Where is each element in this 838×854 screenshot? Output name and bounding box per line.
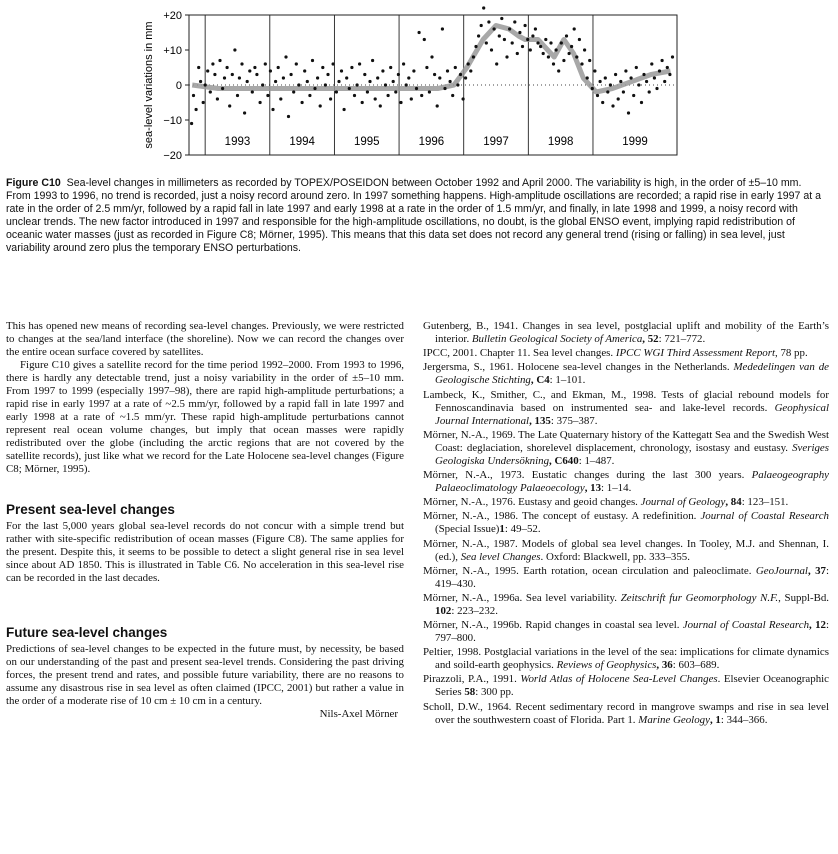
data-point [384, 83, 387, 86]
y-tick-label: −20 [163, 150, 182, 162]
data-point [374, 97, 377, 100]
data-point [329, 97, 332, 100]
data-point [430, 55, 433, 58]
data-point [240, 62, 243, 65]
reference-item: Peltier, 1998. Postglacial variations in the level of the sea: implications for climate dynamics and soild-earth geophysics. Reviews of Geophysics, 36: 603–689. [423, 646, 829, 672]
y-tick-label: 0 [175, 80, 182, 92]
data-point [586, 76, 589, 79]
data-point [356, 83, 359, 86]
left-column [6, 320, 404, 721]
reference-item: Gutenberg, B., 1941. Changes in sea level, postglacial uplift and mobility of the Earth’s interior. Bulletin Geological Society of America, 52: 721–772. [423, 320, 829, 345]
data-point [316, 76, 319, 79]
data-point [472, 55, 475, 58]
paragraph-4: Predictions of sea-level changes to be expected in the future must, by necessity, be based on our understanding of the past and present sea-level trends. Considering the past driving forces, the present trend and rates, and possible future variability, there are no reasons to assume any disastrous rise in sea level as often claimed (IPCC, 2001) but rather a value in the order of a moderate rise of 10 cm ± 10 cm in a century. [6, 643, 404, 707]
y-tick-label: +10 [163, 45, 182, 57]
data-point [308, 94, 311, 97]
data-point [335, 90, 338, 93]
data-point [425, 66, 428, 69]
data-point [368, 80, 371, 83]
y-axis-label: sea-level variations in mm [143, 21, 155, 149]
data-point [337, 80, 340, 83]
data-point [405, 83, 408, 86]
reference-item: Mörner, N.-A., 1995. Earth rotation, ocean circulation and paleoclimate. GeoJournal, 37: 419–430. [423, 564, 829, 590]
data-point [614, 73, 617, 76]
data-point [464, 76, 467, 79]
data-point [549, 41, 552, 44]
data-point [516, 52, 519, 55]
references-column [423, 320, 829, 728]
y-tick-label: +20 [163, 10, 182, 22]
data-point [251, 90, 254, 93]
data-point [666, 66, 669, 69]
data-point [407, 76, 410, 79]
data-point [399, 101, 402, 104]
data-point [601, 101, 604, 104]
data-point [606, 90, 609, 93]
paragraph-3: For the last 5,000 years global sea-level records do not concur with a simple trend but rather with site-specific redistribution of ocean masses (Figure C8). The same applies for the present. Despite this, it seems to be possible to detect a slight general rise in sea level since about AD 1850. This is illustrated in Table C6. No acceleration in this sea-level rise can be recorded in the last decades. [6, 520, 404, 584]
data-point [555, 48, 558, 51]
data-point [560, 41, 563, 44]
data-point [591, 87, 594, 90]
data-point [446, 69, 449, 72]
figure-c10 [0, 0, 838, 175]
data-point [343, 108, 346, 111]
data-point [306, 80, 309, 83]
reference-item: Pirazzoli, P.A., 1991. World Atlas of Holocene Sea-Level Changes. Elsevier Oceanographic Series 58: 300 pp. [423, 673, 829, 699]
data-point [358, 62, 361, 65]
data-point [197, 66, 200, 69]
year-label: 1997 [483, 136, 509, 148]
data-point [619, 80, 622, 83]
data-point [238, 76, 241, 79]
data-point [495, 62, 498, 65]
data-point [480, 24, 483, 27]
data-point [671, 55, 674, 58]
data-point [363, 73, 366, 76]
paragraph-1: This has opened new means of recording sea-level changes. Previously, we were restricted to changes at the sea/land interface (the shoreline). Now we can record the changes over the entire ocean surface covered by satellites. [6, 320, 404, 358]
data-point [192, 94, 195, 97]
data-point [575, 55, 578, 58]
reference-item: Mörner, N.-A., 1996a. Sea level variability. Zeitschrift fur Geomorphology N.F., Suppl-Bd. 102: 223–232. [423, 591, 830, 617]
data-point [279, 97, 282, 100]
data-point [456, 83, 459, 86]
data-point [438, 76, 441, 79]
year-label: 1998 [547, 136, 574, 148]
caption-label: Figure C10 [6, 177, 61, 189]
data-point [490, 48, 493, 51]
data-point [209, 90, 212, 93]
data-point [622, 90, 625, 93]
data-point [202, 101, 205, 104]
data-point [661, 59, 664, 62]
data-point [226, 66, 229, 69]
reference-item: Mörner, N.-A., 1987. Models of global sea level changes. In Tooley, M.J. and Shennan, I. (ed.), Sea level Changes. Oxford: Blackwell, pp. 333–355. [423, 537, 829, 563]
data-point [361, 101, 364, 104]
data-point [449, 80, 452, 83]
data-point [441, 27, 444, 30]
data-point [562, 59, 565, 62]
data-point [552, 62, 555, 65]
data-point [303, 69, 306, 72]
data-point [290, 73, 293, 76]
data-point [459, 73, 462, 76]
data-point [454, 66, 457, 69]
data-point [635, 66, 638, 69]
data-point [246, 80, 249, 83]
data-point [668, 73, 671, 76]
data-point [588, 59, 591, 62]
data-point [287, 115, 290, 118]
data-point [233, 48, 236, 51]
data-point [264, 62, 267, 65]
data-point [389, 66, 392, 69]
data-point [599, 80, 602, 83]
data-point [350, 66, 353, 69]
data-point [642, 73, 645, 76]
data-point [394, 90, 397, 93]
data-point [420, 94, 423, 97]
data-point [565, 34, 568, 37]
data-point [630, 76, 633, 79]
data-point [604, 76, 607, 79]
data-point [539, 45, 542, 48]
reference-item: Lambeck, K., Smither, C., and Ekman, M., 1998. Tests of glacial rebound models for Fennoscandinavia based on instrumented sea- and lake-level records. Geophysical Journal International, 135: 375–387. [423, 388, 829, 427]
data-point [624, 69, 627, 72]
data-point [521, 45, 524, 48]
data-point [415, 87, 418, 90]
data-point [485, 41, 488, 44]
data-point [236, 94, 239, 97]
data-point [243, 111, 246, 114]
data-point [259, 101, 262, 104]
data-point [211, 62, 214, 65]
data-point [340, 69, 343, 72]
data-point [508, 27, 511, 30]
data-point [632, 94, 635, 97]
heading-present: Present sea-level changes [6, 502, 175, 517]
data-point [295, 62, 298, 65]
data-point [469, 69, 472, 72]
reference-item: Mörner, N.-A., 1996b. Rapid changes in coastal sea level. Journal of Coastal Research, 12: 797–800. [423, 619, 829, 645]
data-point [655, 87, 658, 90]
data-point [282, 76, 285, 79]
figure-caption [6, 177, 828, 254]
data-point [568, 52, 571, 55]
data-point [580, 62, 583, 65]
data-point [269, 69, 272, 72]
data-point [206, 69, 209, 72]
data-point [366, 90, 369, 93]
data-point [319, 104, 322, 107]
data-point [376, 76, 379, 79]
data-point [195, 108, 198, 111]
data-point [578, 38, 581, 41]
data-point [231, 73, 234, 76]
data-point [529, 48, 532, 51]
data-point [423, 38, 426, 41]
data-point [266, 94, 269, 97]
data-point [410, 97, 413, 100]
reference-item: Mörner, N.-A., 1976. Eustasy and geoid changes. Journal of Geology, 84: 123–151. [423, 496, 789, 509]
paragraph-2: Figure C10 gives a satellite record for the time period 1992–2000. From 1993 to 1996, there is hardly any detectable trend, just a noisy variability in the order of ±5–10 mm. From 1997 to 1999 (especially 1997–98), there are rapid high-amplitude perturbations; a rapid rise in early 1997 at a rate of ~2.5 mm/yr, followed by a rapid fall in late 1997 and early 1998 at a rate of ~1.5 mm/yr. These rapid high-amplitude perturbations cannot represent real ocean volume changes, but imply that ocean masses were rapidly redistributed over the globe (including the arctic regions that are not covered by the satellite records), just like what we record for the Late Holocene sea-level changes (Figure C8; Mörner, 1995). [6, 359, 404, 475]
data-point [513, 20, 516, 23]
data-point [627, 111, 630, 114]
reference-item: Mörner, N.-A., 1973. Eustatic changes during the last 300 years. Palaeogeography Palaeoclimatology Palaeoecology, 13: 1–14. [423, 468, 829, 494]
y-tick-label: −10 [163, 115, 182, 127]
data-point [204, 83, 207, 86]
data-point [505, 55, 508, 58]
reference-item: Jergersma, S., 1961. Holocene sea-level changes in the Netherlands. Mededelingen van de Geologische Stichting, C4: 1–101. [423, 361, 829, 387]
data-point [218, 59, 221, 62]
data-point [482, 6, 485, 9]
data-point [277, 66, 280, 69]
data-point [223, 76, 226, 79]
data-point [228, 104, 231, 107]
data-point [428, 90, 431, 93]
data-point [648, 90, 651, 93]
heading-future: Future sea-level changes [6, 625, 168, 640]
data-point [311, 59, 314, 62]
reference-item: Scholl, D.W., 1964. Recent sedimentary record in mangrove swamps and rise in sea level over the southwestern coast of Florida. Part 1. Marine Geology, 1: 344–366. [423, 700, 829, 726]
data-point [436, 104, 439, 107]
data-point [474, 45, 477, 48]
data-point [493, 27, 496, 30]
data-point [536, 41, 539, 44]
data-point [658, 69, 661, 72]
data-point [392, 80, 395, 83]
year-label: 1993 [224, 136, 251, 148]
data-point [609, 83, 612, 86]
data-point [534, 27, 537, 30]
data-point [498, 34, 501, 37]
data-point [645, 80, 648, 83]
reference-item: Mörner, N.-A., 1969. The Late Quaternary history of the Kattegatt Sea and the Swedish West Coast: deglaciation, shorelevel displacement, chronology, isostasy and eustasy. Sveriges Geologiska Undersökning, C640: 1–487. [423, 428, 829, 467]
data-point [462, 97, 465, 100]
data-point [544, 38, 547, 41]
year-label: 1996 [418, 136, 445, 148]
data-point [487, 20, 490, 23]
data-point [326, 73, 329, 76]
data-point [216, 97, 219, 100]
data-point [190, 122, 193, 125]
data-point [213, 73, 216, 76]
data-point [524, 24, 527, 27]
year-label: 1994 [289, 136, 315, 148]
data-point [248, 69, 251, 72]
data-point [542, 52, 545, 55]
data-point [402, 62, 405, 65]
data-point [397, 73, 400, 76]
data-point [583, 48, 586, 51]
data-point [503, 38, 506, 41]
data-point [345, 76, 348, 79]
data-point [518, 31, 521, 34]
data-point [418, 31, 421, 34]
data-point [297, 83, 300, 86]
data-point [547, 55, 550, 58]
data-point [596, 94, 599, 97]
data-point [313, 87, 316, 90]
data-point [412, 69, 415, 72]
data-point [640, 101, 643, 104]
data-point [443, 87, 446, 90]
data-point [653, 76, 656, 79]
year-label: 1999 [622, 136, 648, 148]
data-point [531, 34, 534, 37]
data-point [526, 38, 529, 41]
data-point [593, 69, 596, 72]
data-point [663, 80, 666, 83]
data-point [274, 80, 277, 83]
data-point [467, 62, 470, 65]
data-point [379, 104, 382, 107]
data-point [511, 41, 514, 44]
data-point [199, 80, 202, 83]
data-point [301, 101, 304, 104]
data-point [284, 55, 287, 58]
data-point [557, 69, 560, 72]
data-point [500, 17, 503, 20]
data-point [332, 62, 335, 65]
reference-item: IPCC, 2001. Chapter 11. Sea level changes. IPCC WGI Third Assessment Report, 78 pp. [423, 347, 808, 360]
data-point [321, 66, 324, 69]
data-point [381, 69, 384, 72]
data-point [477, 34, 480, 37]
author-name: Nils-Axel Mörner [319, 708, 398, 720]
data-point [387, 94, 390, 97]
data-point [292, 90, 295, 93]
data-point [570, 45, 573, 48]
data-point [371, 59, 374, 62]
data-point [650, 62, 653, 65]
data-point [271, 108, 274, 111]
data-point [253, 66, 256, 69]
data-point [348, 87, 351, 90]
data-point [255, 73, 258, 76]
reference-item: Mörner, N.-A., 1986. The concept of eustasy. A redefinition. Journal of Coastal Research (Special Issue)1: 49–52. [423, 510, 829, 536]
data-point [637, 83, 640, 86]
data-point [433, 73, 436, 76]
data-point [261, 83, 264, 86]
data-point [221, 87, 224, 90]
year-label: 1995 [353, 136, 380, 148]
data-point [451, 94, 454, 97]
caption-text: Sea-level changes in millimeters as recorded by TOPEX/POSEIDON between October 1992 and April 2000. The variability is high, in the order of ±5–10 mm. From 1993 to 1996, no trend is recorded, just a noisy record around zero. In 1997 something happens. High-amplitude oscillations are recorded; a rapid rise in early 1997 at a rate in the order of 2.5 mm/yr, followed by a rapid fall in late 1997 and early 1998 at a rate in the order of 1.5 mm/yr, and finally, in late 1998 and 1999, a noisy record with unclear trends. The new factor introduced in 1997 and responsible for the high-amplitude oscillations, no doubt, is the global ENSO event, implying rapid redistribution of oceanic water masses (just as recorded in Figure C8; Mörner, 1995). This means that this data set does not record any general trend (rising or falling) in sea level, just variability around zero plus the temporary ENSO perturbations. [6, 177, 822, 254]
sea-level-chart [0, 0, 838, 175]
data-point [611, 104, 614, 107]
data-point [324, 83, 327, 86]
data-point [617, 97, 620, 100]
data-point [573, 27, 576, 30]
data-point [353, 94, 356, 97]
